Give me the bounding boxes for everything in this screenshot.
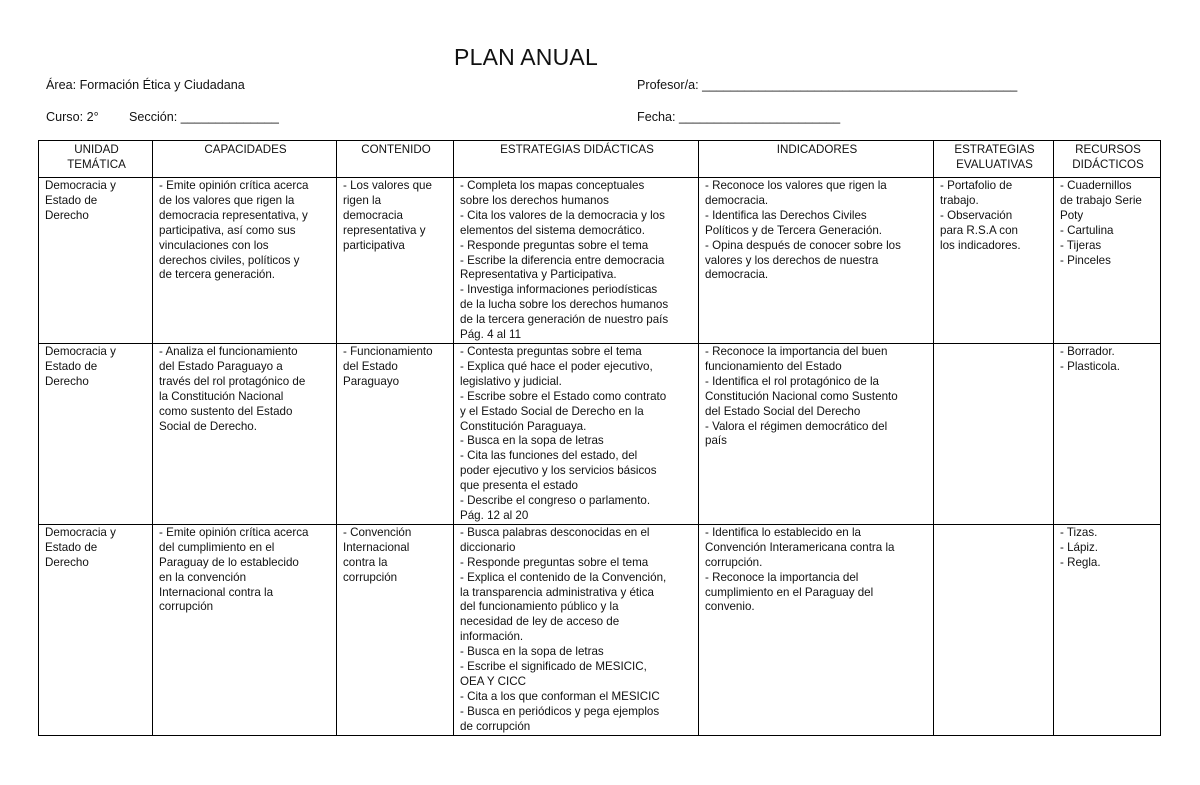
cell-text-line: Constitución Paraguaya. [460,419,587,433]
cell-text-line: OEA Y CICC [460,674,526,688]
cell-text-line: RECURSOS [1075,143,1141,156]
cell-text-line: corrupción [159,600,214,614]
cell-text-line: de la lucha sobre los derechos humanos [460,298,669,312]
cell-text-line: democracia. [705,193,769,207]
cell-text-line: - Explica qué hace el poder ejecutivo, [460,359,653,373]
cell-text-line: legislativo y judicial. [460,374,562,388]
cell-text-line: - Escribe sobre el Estado como contrato [460,389,667,403]
cell-text-line: - Funcionamiento [343,345,433,358]
cell-text-line: democracia representativa, y [159,208,308,222]
cell-text-line: Democracia y [45,179,116,192]
cell-text-line: - Plasticola. [1060,359,1120,373]
cell-text-line: de tercera generación. [159,268,276,282]
cell-text-line: y el Estado Social de Derecho en la [460,404,644,418]
cell-estrategias-didacticas [454,524,699,735]
cell-text-line: valores y los derechos de nuestra [705,253,879,267]
cell-text-line: - Busca palabras desconocidas en el [460,525,650,539]
cell-unidad-tematica [39,178,153,344]
cell-text-line: poder ejecutivo y los servicios básicos [460,464,657,478]
cell-text-line: - Los valores que [343,179,432,192]
cell-indicadores [699,344,934,525]
cell-text-line: - Cartulina [1060,223,1114,237]
cell-indicadores [699,178,934,344]
cell-text-line: del Estado Paraguayo a [159,359,283,373]
cell-text-line: vinculaciones con los [159,238,269,252]
cell-text-line: Pág. 12 al 20 [460,508,529,522]
cell-text-line: - Reconoce los valores que rigen la [705,179,887,192]
cell-text-line: funcionamiento del Estado [705,359,842,373]
cell-text-line: Convención Interamericana contra la [705,540,895,554]
cell-text-line: EVALUATIVAS [956,157,1033,171]
cell-text-line: sobre los derechos humanos [460,193,609,207]
cell-text-line: - Cita las funciones del estado, del [460,449,638,463]
cell-text-line: - Regla. [1060,555,1101,569]
cell-text-line: - Escribe el significado de MESICIC, [460,660,647,674]
header-estrategias-didacticas [454,141,699,178]
cell-estrategias-didacticas [454,344,699,525]
cell-text-line: Estado de [45,359,98,373]
cell-text-line: de la tercera generación de nuestro país [460,313,669,327]
cell-text-line: - Analiza el funcionamiento [159,345,298,358]
cell-text-line: INDICADORES [776,143,858,156]
cell-text-line: través del rol protagónico de [159,374,306,388]
cell-estrategias-evaluativas [934,344,1054,525]
cell-indicadores [699,524,934,735]
cell-text-line: - Busca en periódicos y pega ejemplos [460,704,660,718]
cell-recursos-didacticos [1054,344,1161,525]
table-row [39,524,1161,735]
cell-text-line: Paraguayo [343,374,400,388]
cell-text-line: trabajo. [940,193,979,207]
cell-text-line: - Completa los mapas conceptuales [460,179,645,192]
cell-text-line: Estado de [45,193,98,207]
cell-text-line: TEMÁTICA [67,157,126,171]
cell-text-line: Poty [1060,208,1084,222]
cell-text-line: Internacional contra la [159,585,274,599]
cell-text-line: Derecho [45,208,89,222]
cell-text-line: - Investiga informaciones periodísticas [460,283,658,297]
cell-text-line: país [705,434,727,448]
cell-text-line: - Portafolio de [940,179,1013,192]
cell-text-line: - Cuadernillos [1060,179,1132,192]
cell-text-line: - Contesta preguntas sobre el tema [460,345,642,358]
cell-text-line: - Escribe la diferencia entre democracia [460,253,665,267]
cell-text-line: de los valores que rigen la [159,193,295,207]
cell-text-line: - Emite opinión crítica acerca [159,179,309,192]
cell-text-line: Constitución Nacional como Sustento [705,389,898,403]
cell-text-line: democracia [343,208,403,222]
header-contenido [337,141,454,178]
cell-text-line: - Borrador. [1060,345,1115,358]
cell-text-line: derechos civiles, políticos y [159,253,300,267]
cell-text-line: - Observación [940,208,1013,222]
area-field: Área: Formación Ética y Ciudadana [46,78,245,92]
cell-text-line: de trabajo Serie [1060,193,1142,207]
cell-text-line: Social de Derecho. [159,419,257,433]
page-title: PLAN ANUAL [454,44,598,70]
cell-text-line: UNIDAD [74,143,119,156]
cell-text-line: en la convención [159,570,247,584]
cell-text-line: Pág. 4 al 11 [460,328,522,342]
cell-text-line: Paraguay de lo establecido [159,555,299,569]
cell-text-line: corrupción [343,570,398,584]
curso-field: Curso: 2° [46,110,99,124]
cell-text-line: - Reconoce la importancia del buen [705,345,888,358]
cell-text-line: del funcionamiento público y la [460,600,619,614]
plan-table [38,140,1161,736]
cell-capacidades [153,344,337,525]
cell-text-line: - Tizas. [1060,525,1098,539]
cell-contenido [337,524,454,735]
cell-text-line: - Reconoce la importancia del [705,570,859,584]
cell-text-line: necesidad de ley de acceso de [460,615,620,629]
cell-recursos-didacticos [1054,178,1161,344]
cell-text-line: - Lápiz. [1060,540,1099,554]
cell-text-line: - Convención [343,525,412,539]
header-unidad-tematica [39,141,153,178]
cell-text-line: que presenta el estado [460,479,578,493]
cell-text-line: - Describe el congreso o parlamento. [460,494,651,508]
cell-estrategias-didacticas [454,178,699,344]
cell-text-line: los indicadores. [940,238,1021,252]
cell-text-line: - Identifica lo establecido en la [705,525,861,539]
cell-text-line: - Identifica las Derechos Civiles [705,208,867,222]
cell-text-line: del Estado [343,359,398,373]
cell-capacidades [153,178,337,344]
cell-text-line: ESTRATEGIAS [954,143,1035,156]
fecha-field: Fecha: _______________________ [637,110,841,124]
cell-unidad-tematica [39,524,153,735]
cell-text-line: representativa y [343,223,426,237]
cell-estrategias-evaluativas [934,524,1054,735]
cell-text-line: del cumplimiento en el [159,540,275,554]
cell-text-line: CAPACIDADES [204,143,287,156]
cell-text-line: Democracia y [45,345,116,358]
cell-estrategias-evaluativas [934,178,1054,344]
cell-text-line: - Cita los valores de la democracia y los [460,208,665,222]
cell-text-line: corrupción. [705,555,763,569]
cell-text-line: - Responde preguntas sobre el tema [460,238,649,252]
cell-text-line: convenio. [705,600,755,614]
cell-text-line: diccionario [460,540,516,554]
cell-text-line: ESTRATEGIAS DIDÁCTICAS [500,143,654,156]
header-capacidades [153,141,337,178]
cell-text-line: - Valora el régimen democrático del [705,419,888,433]
cell-text-line: - Explica el contenido de la Convención, [460,570,667,584]
table-row [39,344,1161,525]
cell-text-line: para R.S.A con [940,223,1018,237]
cell-text-line: CONTENIDO [361,143,431,156]
cell-text-line: rigen la [343,193,382,207]
seccion-field: Sección: ______________ [129,110,279,124]
cell-text-line: Representativa y Participativa. [460,268,617,282]
cell-text-line: - Responde preguntas sobre el tema [460,555,649,569]
cell-text-line: - Opina después de conocer sobre los [705,238,901,252]
cell-unidad-tematica [39,344,153,525]
cell-text-line: Derecho [45,555,89,569]
table-row [39,178,1161,344]
table-header-row [39,141,1161,178]
header-recursos-didacticos [1054,141,1161,178]
cell-text-line: Internacional [343,540,410,554]
cell-text-line: como sustento del Estado [159,404,293,418]
cell-text-line: - Pinceles [1060,253,1111,267]
cell-text-line: de corrupción [460,719,531,733]
cell-text-line: Democracia y [45,525,116,539]
cell-text-line: Derecho [45,374,89,388]
profesor-field: Profesor/a: _____________________________________________ [637,78,1018,92]
cell-text-line: la Constitución Nacional [159,389,284,403]
cell-text-line: cumplimiento en el Paraguay del [705,585,874,599]
cell-text-line: del Estado Social del Derecho [705,404,861,418]
cell-recursos-didacticos [1054,524,1161,735]
cell-text-line: - Cita a los que conforman el MESICIC [460,689,660,703]
cell-text-line: - Emite opinión crítica acerca [159,525,309,539]
cell-contenido [337,178,454,344]
cell-text-line: elementos del sistema democrático. [460,223,645,237]
cell-text-line: - Identifica el rol protagónico de la [705,374,880,388]
cell-text-line: información. [460,630,524,644]
cell-text-line: contra la [343,555,388,569]
cell-text-line: DIDÁCTICOS [1072,157,1144,171]
cell-text-line: - Busca en la sopa de letras [460,434,604,448]
cell-text-line: Políticos y de Tercera Generación. [705,223,883,237]
cell-contenido [337,344,454,525]
header-indicadores [699,141,934,178]
cell-text-line: participativa [343,238,405,252]
cell-text-line: la transparencia administrativa y ética [460,585,654,599]
header-estrategias-evaluativas [934,141,1054,178]
cell-text-line: - Busca en la sopa de letras [460,645,604,659]
cell-text-line: democracia. [705,268,769,282]
cell-text-line: participativa, así como sus [159,223,296,237]
cell-text-line: Estado de [45,540,98,554]
cell-text-line: - Tijeras [1060,238,1102,252]
cell-capacidades [153,524,337,735]
